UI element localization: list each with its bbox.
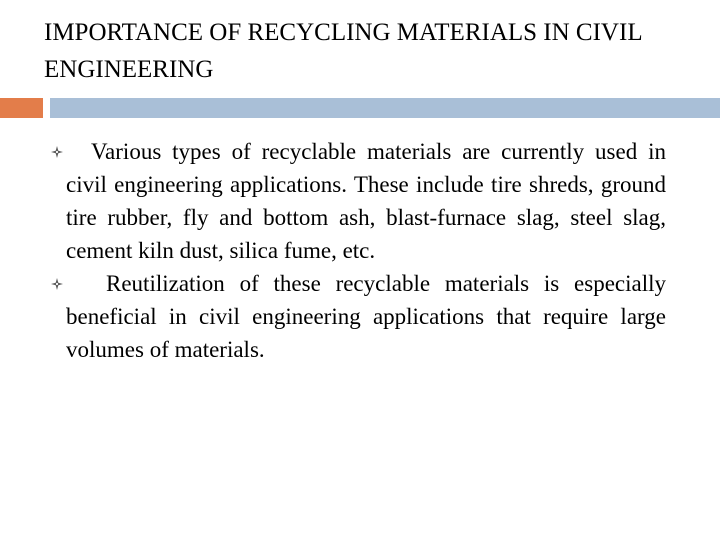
- diamond-bullet-icon: [51, 277, 63, 289]
- bullet-list: [0, 135, 720, 366]
- bullet-item: [0, 135, 720, 267]
- diamond-bullet-icon: [51, 145, 63, 157]
- title-divider-bar: [50, 98, 720, 118]
- bullet-text: Reutilization of these recyclable materials is especially beneficial in civil engineering applications that require large volumes of materials.: [66, 271, 666, 362]
- slide-title: IMPORTANCE OF RECYCLING MATERIALS IN CIVIL ENGINEERING: [44, 19, 642, 83]
- title-divider-accent: [0, 98, 43, 118]
- bullet-item: [0, 267, 720, 366]
- bullet-text: Various types of recyclable materials are currently used in civil engineering applications. These include tire shreds, ground tire rubber, fly and bottom ash, blast-furnace slag, steel slag, cement kiln dust, silica fume, etc.: [66, 139, 666, 263]
